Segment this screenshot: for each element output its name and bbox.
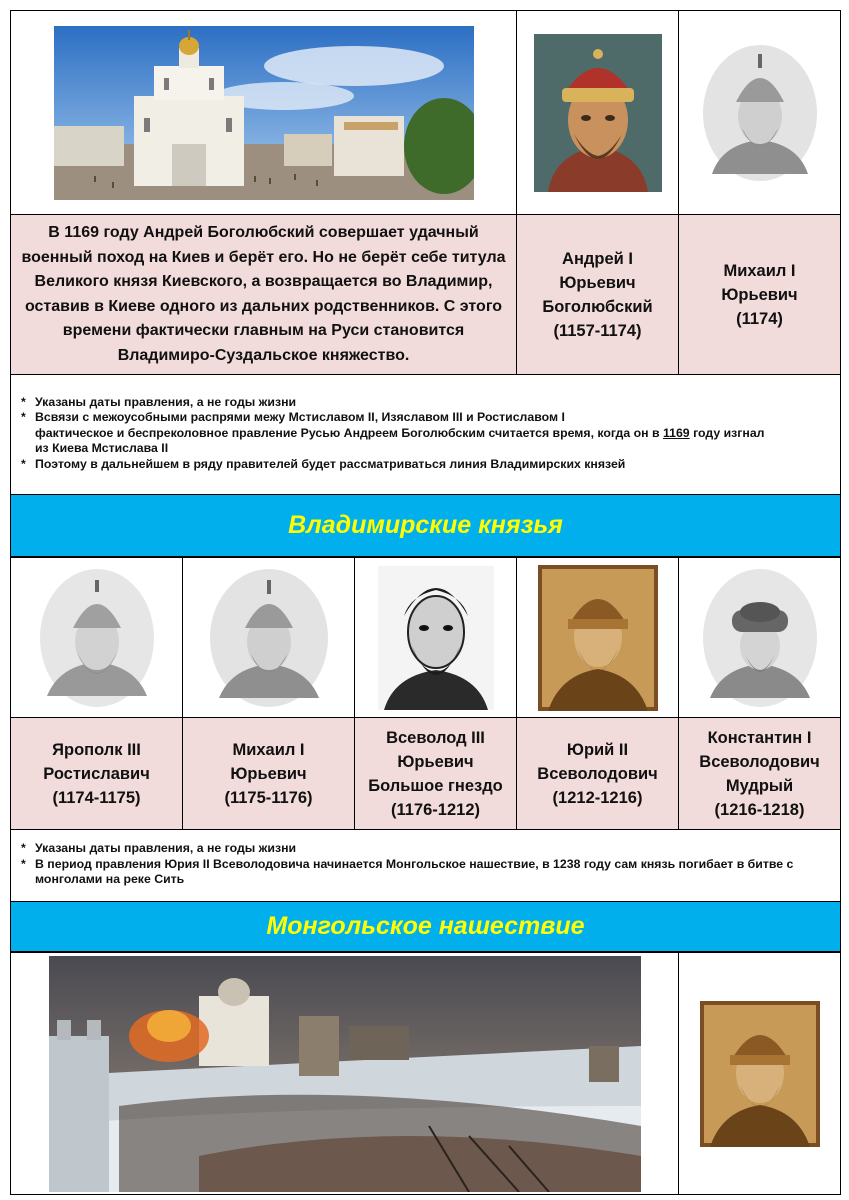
ruler-name-line: Юрьевич bbox=[230, 764, 307, 783]
page bbox=[10, 10, 840, 1195]
section-1-table bbox=[10, 10, 841, 557]
notes-block-2 bbox=[11, 830, 841, 902]
ruler-yuri-cell bbox=[517, 718, 679, 830]
note-item: * Указаны даты правления, а не годы жизни bbox=[21, 394, 297, 409]
ruler-years: (1216-1218) bbox=[714, 800, 805, 819]
note-item: * Поэтому в дальнейшем в ряду правителей будет рассматриваться линия Владимирских князей bbox=[21, 456, 626, 471]
ruler-name-line: Юрьевич bbox=[559, 273, 636, 292]
konstantin-portrait bbox=[702, 568, 818, 708]
ruler-vsevolod-cell bbox=[355, 718, 517, 830]
note-item: * В период правления Юрия II Всеволодовича начинается Монгольское нашествие, в 1238 году сам князь погибает в битве с монголами на реке Сить bbox=[21, 856, 794, 887]
ruler-years: (1174) bbox=[736, 309, 783, 328]
section-banner-mongol bbox=[11, 902, 841, 952]
vsevolod-portrait bbox=[378, 566, 494, 710]
siege-painting-cell bbox=[11, 953, 679, 1195]
section-3-table bbox=[10, 952, 841, 1195]
ruler-name-line: Юрьевич bbox=[397, 752, 474, 771]
yuri-portrait-2-cell bbox=[679, 953, 841, 1195]
siege-painting bbox=[49, 956, 641, 1192]
note-item: * Указаны даты правления, а не годы жизни bbox=[21, 841, 297, 856]
section-title: Владимирские князья bbox=[288, 511, 563, 539]
golden-gate-photo-cell bbox=[11, 11, 517, 215]
yaropolk-portrait bbox=[39, 568, 155, 708]
mikhail-portrait-2 bbox=[209, 568, 329, 708]
note-item: * Всвязи с межоусобными распрями межу Мстиславом II, Изяславом III и Ростиславом I bbox=[21, 410, 565, 425]
vsevolod-portrait-cell bbox=[355, 558, 517, 718]
yuri-portrait-1 bbox=[538, 565, 658, 711]
yuri-portrait-2 bbox=[700, 1001, 820, 1147]
ruler-years: (1176-1212) bbox=[391, 800, 480, 819]
yaropolk-portrait-cell bbox=[11, 558, 183, 718]
ruler-name-line: Юрьевич bbox=[721, 285, 798, 304]
andrei-portrait-cell bbox=[517, 11, 679, 215]
section-banner-vladimir bbox=[11, 495, 841, 557]
ruler-years: (1157-1174) bbox=[553, 321, 642, 340]
ruler-mikhail-cell bbox=[679, 215, 841, 375]
ruler-name-line: Михаил I bbox=[723, 261, 796, 280]
ruler-years: (1212-1216) bbox=[552, 788, 643, 807]
ruler-years: (1174-1175) bbox=[52, 788, 141, 807]
ruler-name-line: Боголюбский bbox=[542, 297, 653, 316]
ruler-name-line: Большое гнездо bbox=[368, 776, 503, 795]
andrei-portrait bbox=[534, 34, 662, 192]
ruler-name-line: Всеволодович bbox=[537, 764, 658, 783]
yuri-portrait-cell bbox=[517, 558, 679, 718]
mikhail-portrait-1 bbox=[702, 44, 818, 182]
ruler-name-line: Михаил I bbox=[232, 740, 305, 759]
golden-gate-photo bbox=[54, 26, 474, 200]
ruler-name-line: Юрий II bbox=[566, 740, 629, 759]
ruler-andrei-cell bbox=[517, 215, 679, 375]
section-2-table bbox=[10, 557, 841, 952]
ruler-name-line: Мудрый bbox=[725, 776, 794, 795]
notes-block-1 bbox=[11, 375, 841, 495]
ruler-name-line: Андрей I bbox=[562, 249, 633, 268]
ruler-name-line: Ростиславич bbox=[43, 764, 150, 783]
ruler-name-line: Ярополк III bbox=[52, 740, 141, 759]
konstantin-portrait-cell bbox=[679, 558, 841, 718]
story-text: В 1169 году Андрей Боголюбский совершает удачный военный поход на Киев и берёт его. Но не берёт себе титула Великого князя Киевского, а возвращается во Владимир, оставив в Киеве одного из дальних родственников. С этого времени фактически главным на Руси становится Владимиро-Суздальское княжество. bbox=[11, 215, 517, 375]
ruler-name-line: Всеволод III bbox=[386, 728, 485, 747]
mikhail-portrait-2-cell bbox=[183, 558, 355, 718]
ruler-konstantin-cell bbox=[679, 718, 841, 830]
note-continuation: из Киева Мстислава II bbox=[35, 441, 169, 456]
note-continuation: фактическое и беспреколовное правление Русью Андреем Боголюбским считается время, когда он в 1169 году изгнал bbox=[35, 425, 765, 440]
ruler-name-line: Константин I bbox=[707, 728, 812, 747]
ruler-name-line: Всеволодович bbox=[699, 752, 820, 771]
year-1169: 1169 bbox=[662, 425, 690, 440]
mikhail-portrait-cell bbox=[679, 11, 841, 215]
ruler-yaropolk-cell bbox=[11, 718, 183, 830]
section-title: Монгольское нашествие bbox=[266, 912, 585, 940]
ruler-years: (1175-1176) bbox=[224, 788, 313, 807]
ruler-mikhail-2-cell bbox=[183, 718, 355, 830]
